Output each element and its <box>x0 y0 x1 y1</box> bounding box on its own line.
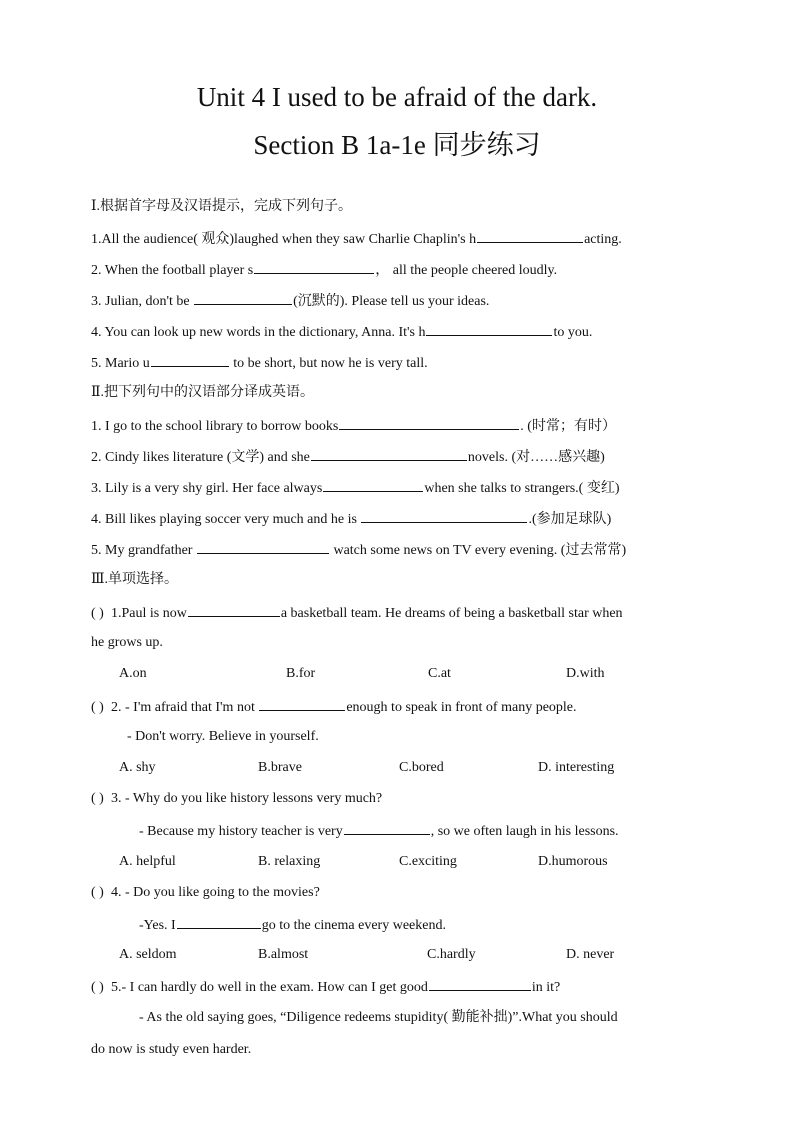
answer-paren[interactable]: ( ) <box>91 980 104 995</box>
p1-item-1: 1.All the audience( 观众)laughed when they saw Charlie Chaplin's h acting. <box>91 229 704 249</box>
p1-item-5: 5. Mario u to be short, but now he is very tall. <box>91 353 704 373</box>
p2-item-5: 5. My grandfather watch some news on TV every evening. (过去常常) <box>91 540 704 560</box>
q5-reply: - As the old saying goes, “Diligence redeems stupidity( 勤能补拙)”.What you should <box>139 1010 618 1025</box>
fill-blank[interactable] <box>344 821 430 835</box>
q4-option-c[interactable]: C.hardly <box>427 947 476 962</box>
q4-option-b[interactable]: B.almost <box>258 947 309 962</box>
fill-blank[interactable] <box>311 447 467 461</box>
q4-option-d[interactable]: D. never <box>566 947 615 962</box>
title-line-2: Section B 1a-1e 同步练习 <box>253 130 541 160</box>
q4-option-a[interactable]: A. seldom <box>119 947 177 962</box>
q3-stem: ( ) 3. - Why do you like history lessons very much? <box>91 791 383 806</box>
q1-stem-cont: he grows up. <box>91 635 163 650</box>
q2-stem: ( ) 2. - I'm afraid that I'm not enough to speak in front of many people. <box>91 697 704 717</box>
fill-blank[interactable] <box>151 353 229 367</box>
q1-option-b[interactable]: B.for <box>286 666 316 681</box>
fill-blank[interactable] <box>197 540 329 554</box>
answer-paren[interactable]: ( ) <box>91 700 104 715</box>
fill-blank[interactable] <box>361 509 527 523</box>
q2-option-d[interactable]: D. interesting <box>538 760 615 775</box>
fill-blank[interactable] <box>254 260 374 274</box>
p2-item-1: 1. I go to the school library to borrow books . (时常；有时） <box>91 416 704 436</box>
fill-blank[interactable] <box>477 229 583 243</box>
q1-option-c[interactable]: C.at <box>428 666 451 681</box>
answer-paren[interactable]: ( ) <box>91 885 104 900</box>
fill-blank[interactable] <box>339 416 519 430</box>
fill-blank[interactable] <box>429 977 531 991</box>
p2-item-3: 3. Lily is a very shy girl. Her face always when she talks to strangers.( 变红) <box>91 478 704 498</box>
title-line-1: Unit 4 I used to be afraid of the dark. <box>196 82 598 112</box>
p1-item-2: 2. When the football player s ， all the people cheered loudly. <box>91 260 704 280</box>
fill-blank[interactable] <box>194 291 292 305</box>
q3-option-d[interactable]: D.humorous <box>538 854 608 869</box>
q2-option-b[interactable]: B.brave <box>258 760 302 775</box>
fill-blank[interactable] <box>426 322 552 336</box>
q2-option-a[interactable]: A. shy <box>119 760 156 775</box>
fill-blank[interactable] <box>323 478 423 492</box>
q5-reply-cont: do now is study even harder. <box>91 1042 252 1057</box>
q3-option-c[interactable]: C.exciting <box>399 854 457 869</box>
q5-stem: ( ) 5.- I can hardly do well in the exam. How can I get good in it? <box>91 977 704 997</box>
section-2-heading: Ⅱ.把下列句中的汉语部分译成英语。 <box>91 385 315 400</box>
answer-paren[interactable]: ( ) <box>91 791 104 806</box>
section-1-heading: Ⅰ.根据首字母及汉语提示，完成下列句子。 <box>91 199 353 214</box>
q2-option-c[interactable]: C.bored <box>399 760 444 775</box>
q1-option-d[interactable]: D.with <box>566 666 605 681</box>
answer-paren[interactable]: ( ) <box>91 606 104 621</box>
p1-item-3: 3. Julian, don't be (沉默的). Please tell us your ideas. <box>91 291 704 311</box>
q1-option-a[interactable]: A.on <box>119 666 147 681</box>
q3-reply: - Because my history teacher is very , so we often laugh in his lessons. <box>139 821 704 841</box>
fill-blank[interactable] <box>177 915 261 929</box>
p1-item-4: 4. You can look up new words in the dictionary, Anna. It's h to you. <box>91 322 704 342</box>
fill-blank[interactable] <box>259 697 345 711</box>
section-3-heading: Ⅲ.单项选择。 <box>91 572 179 587</box>
q4-stem: ( ) 4. - Do you like going to the movies? <box>91 885 320 900</box>
p2-item-4: 4. Bill likes playing soccer very much and he is .(参加足球队) <box>91 509 704 529</box>
p2-item-2: 2. Cindy likes literature (文学) and she novels. (对……感兴趣) <box>91 447 704 467</box>
q4-reply: -Yes. I go to the cinema every weekend. <box>139 915 704 935</box>
fill-blank[interactable] <box>188 603 280 617</box>
q2-reply: - Don't worry. Believe in yourself. <box>127 729 319 744</box>
q3-option-a[interactable]: A. helpful <box>119 854 176 869</box>
q1-stem: ( ) 1.Paul is now a basketball team. He dreams of being a basketball star when <box>91 603 704 623</box>
q3-option-b[interactable]: B. relaxing <box>258 854 321 869</box>
